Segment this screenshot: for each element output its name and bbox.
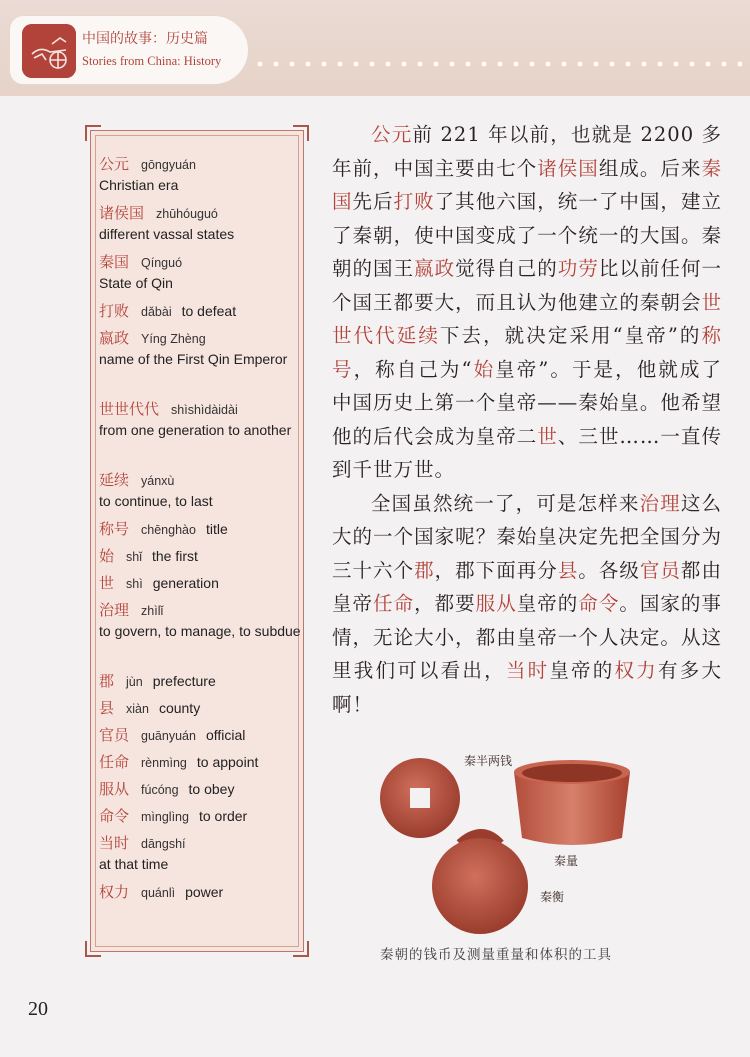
glossary-term: 称号 bbox=[99, 520, 130, 538]
glossary-definition: to continue, to last bbox=[99, 493, 213, 509]
text-run: 、三世……一直传到千世万世。 bbox=[332, 424, 722, 481]
text-run: 了其他六国，统一了中国，建立了秦朝，使中国变成了一个统一的大国。秦朝的国王 bbox=[332, 190, 722, 280]
highlighted-term: 公元 bbox=[371, 123, 413, 146]
photo-caption: 秦朝的钱币及测量重量和体积的工具 bbox=[380, 947, 612, 963]
measuring-vessel-artifact bbox=[514, 760, 630, 845]
glossary-term: 县 bbox=[99, 699, 115, 717]
glossary-pinyin: mìnglìng bbox=[141, 810, 189, 824]
glossary-term: 打败 bbox=[99, 302, 130, 320]
corner-ornament bbox=[85, 941, 101, 957]
text-run: 前 221 年以前，也就是 2200 多年前，中国主要由七个 bbox=[332, 123, 722, 180]
glossary-pinyin: dǎbài bbox=[141, 305, 172, 319]
glossary-term: 当时 bbox=[99, 834, 130, 852]
glossary-term: 命令 bbox=[99, 807, 130, 825]
glossary-definition: county bbox=[158, 700, 201, 716]
glossary-pinyin: quánlì bbox=[141, 886, 176, 900]
text-run: 下去，就决定采用“皇帝”的 bbox=[439, 324, 702, 347]
corner-ornament bbox=[293, 125, 309, 141]
highlighted-term: 权力 bbox=[614, 659, 658, 682]
glossary-definition: to order bbox=[198, 808, 248, 824]
highlighted-term: 郡 bbox=[414, 558, 435, 582]
glossary-entry bbox=[99, 697, 304, 718]
glossary-term: 治理 bbox=[99, 601, 130, 619]
series-subtitle: Stories from China: History bbox=[82, 54, 222, 68]
story-text bbox=[332, 118, 722, 721]
glossary-pinyin: gōngyuán bbox=[141, 158, 196, 172]
glossary-entry bbox=[99, 153, 304, 196]
glossary-definition: to appoint bbox=[196, 754, 259, 770]
glossary-entry bbox=[99, 881, 304, 902]
highlighted-term: 世 bbox=[537, 424, 558, 448]
glossary-pinyin: shì bbox=[126, 577, 143, 591]
story-paragraph bbox=[332, 487, 722, 722]
text-run: 组成。后来 bbox=[598, 156, 702, 180]
glossary-pinyin: Yíng Zhèng bbox=[141, 332, 206, 346]
glossary-term: 任命 bbox=[99, 753, 130, 771]
glossary-pinyin: Qínguó bbox=[141, 256, 183, 270]
series-title: 中国的故事：历史篇 bbox=[82, 31, 208, 47]
glossary-definition: the first bbox=[152, 548, 198, 564]
glossary-definition: power bbox=[185, 884, 224, 900]
glossary-pinyin: yánxù bbox=[141, 474, 175, 488]
glossary-entry bbox=[99, 398, 304, 441]
glossary-pinyin: dāngshí bbox=[141, 837, 186, 851]
glossary-term: 官员 bbox=[99, 726, 130, 744]
text-run: 有多大啊！ bbox=[332, 659, 722, 716]
glossary-entry bbox=[99, 599, 304, 642]
coin-label: 秦半两钱 bbox=[464, 754, 513, 768]
glossary-definition: to obey bbox=[188, 781, 235, 797]
glossary-entry bbox=[99, 778, 304, 799]
glossary-term: 世世代代 bbox=[99, 400, 160, 418]
text-run: 皇帝的 bbox=[549, 659, 615, 682]
highlighted-term: 世世代代延续 bbox=[332, 290, 722, 347]
glossary-definition: different vassal states bbox=[99, 226, 235, 242]
glossary-pinyin: zhìlǐ bbox=[141, 604, 164, 618]
glossary-entry bbox=[99, 300, 304, 321]
glossary-pinyin: xiàn bbox=[126, 702, 149, 716]
glossary-entry bbox=[99, 832, 304, 875]
highlighted-term: 任命 bbox=[373, 592, 415, 615]
text-run: 这么大的一个国家呢？秦始皇决定先把全国分为三十六个 bbox=[332, 491, 722, 582]
dotted-divider bbox=[252, 60, 742, 68]
glossary-entry bbox=[99, 670, 304, 691]
glossary-term: 公元 bbox=[99, 155, 130, 173]
highlighted-term: 功劳 bbox=[557, 257, 599, 280]
glossary-definition: title bbox=[205, 521, 228, 537]
highlighted-term: 服从 bbox=[475, 592, 517, 615]
highlighted-term: 称号 bbox=[332, 324, 722, 381]
glossary-entry bbox=[99, 251, 304, 294]
text-run: 都由皇帝 bbox=[332, 558, 722, 615]
glossary-definition: from one generation to another bbox=[99, 422, 292, 438]
glossary-term: 权力 bbox=[99, 883, 130, 901]
glossary-definition: name of the First Qin Emperor bbox=[99, 351, 288, 367]
qin-artifacts-photo bbox=[372, 752, 712, 936]
glossary-term: 服从 bbox=[99, 780, 130, 798]
glossary-pinyin: rènmìng bbox=[141, 756, 187, 770]
highlighted-term: 当时 bbox=[505, 659, 550, 682]
text-run: ，称自己为“ bbox=[353, 357, 473, 381]
highlighted-term: 诸侯国 bbox=[537, 156, 599, 180]
glossary-entry bbox=[99, 572, 304, 593]
glossary-definition: official bbox=[205, 727, 246, 743]
glossary-definition: at that time bbox=[99, 856, 169, 872]
text-run: ，郡下面再分 bbox=[434, 558, 558, 582]
glossary-entry bbox=[99, 469, 304, 512]
glossary-term: 嬴政 bbox=[99, 329, 130, 347]
highlighted-term: 打败 bbox=[393, 190, 435, 213]
highlighted-term: 官员 bbox=[639, 558, 681, 582]
text-run: 皇帝”。于是，他就成了中国历史上第一个皇帝——秦始皇。他希望他的后代会成为皇帝二 bbox=[332, 357, 722, 448]
page-number: 20 bbox=[28, 998, 48, 1020]
weight-label: 秦衡 bbox=[540, 890, 565, 904]
glossary-entry bbox=[99, 724, 304, 745]
text-run: 皇帝的 bbox=[516, 592, 579, 615]
glossary-entry bbox=[99, 751, 304, 772]
glossary-definition: Christian era bbox=[99, 177, 179, 193]
corner-ornament bbox=[293, 941, 309, 957]
glossary-definition: generation bbox=[152, 575, 219, 591]
glossary-definition: to defeat bbox=[181, 303, 237, 319]
highlighted-term: 秦国 bbox=[332, 156, 722, 213]
glossary-pinyin: jùn bbox=[126, 675, 143, 689]
glossary-pinyin: zhūhóuguó bbox=[156, 207, 218, 221]
text-run: 。国家的事情，无论大小，都由皇帝一个人决定。从这里我们可以看出， bbox=[332, 592, 722, 682]
text-run: ，都要 bbox=[414, 592, 476, 615]
glossary-pinyin: guānyuán bbox=[141, 729, 196, 743]
glossary-term: 延续 bbox=[99, 471, 130, 489]
corner-ornament bbox=[85, 125, 101, 141]
story-paragraph bbox=[332, 118, 722, 487]
glossary-entry bbox=[99, 327, 304, 370]
highlighted-term: 始 bbox=[472, 357, 496, 381]
text-run: 全国虽然统一了，可是怎样来 bbox=[371, 491, 640, 515]
glossary-entry bbox=[99, 202, 304, 245]
glossary-pinyin: chēnghào bbox=[141, 523, 196, 537]
text-run: 。各级 bbox=[578, 558, 640, 582]
glossary-term: 郡 bbox=[99, 672, 115, 690]
glossary-definition: State of Qin bbox=[99, 275, 173, 291]
glossary-entry bbox=[99, 805, 304, 826]
glossary-entry bbox=[99, 518, 304, 539]
text-run: 觉得自己的 bbox=[455, 257, 558, 280]
glossary-term: 世 bbox=[99, 574, 115, 592]
glossary-pinyin: fúcóng bbox=[141, 783, 179, 797]
glossary-term: 始 bbox=[99, 547, 115, 565]
glossary-entry bbox=[99, 545, 304, 566]
vocabulary-glossary bbox=[90, 130, 304, 952]
text-run: 先后 bbox=[352, 190, 394, 213]
weight-artifact bbox=[432, 834, 528, 934]
highlighted-term: 县 bbox=[557, 558, 579, 582]
chariot-logo-icon bbox=[22, 24, 76, 78]
coin-artifact bbox=[380, 758, 460, 838]
glossary-term: 诸侯国 bbox=[99, 204, 145, 222]
highlighted-term: 命令 bbox=[578, 592, 620, 615]
highlighted-term: 嬴政 bbox=[414, 257, 456, 280]
glossary-pinyin: shìshìdàidài bbox=[171, 403, 238, 417]
glossary-term: 秦国 bbox=[99, 253, 130, 271]
glossary-definition: prefecture bbox=[152, 673, 216, 689]
highlighted-term: 治理 bbox=[639, 491, 681, 515]
glossary-pinyin: shǐ bbox=[126, 550, 142, 564]
vessel-label: 秦量 bbox=[554, 854, 579, 868]
glossary-definition: to govern, to manage, to subdue bbox=[99, 623, 301, 639]
text-run: 比以前任何一个国王都要大，而且认为他建立的秦朝会 bbox=[332, 257, 722, 314]
